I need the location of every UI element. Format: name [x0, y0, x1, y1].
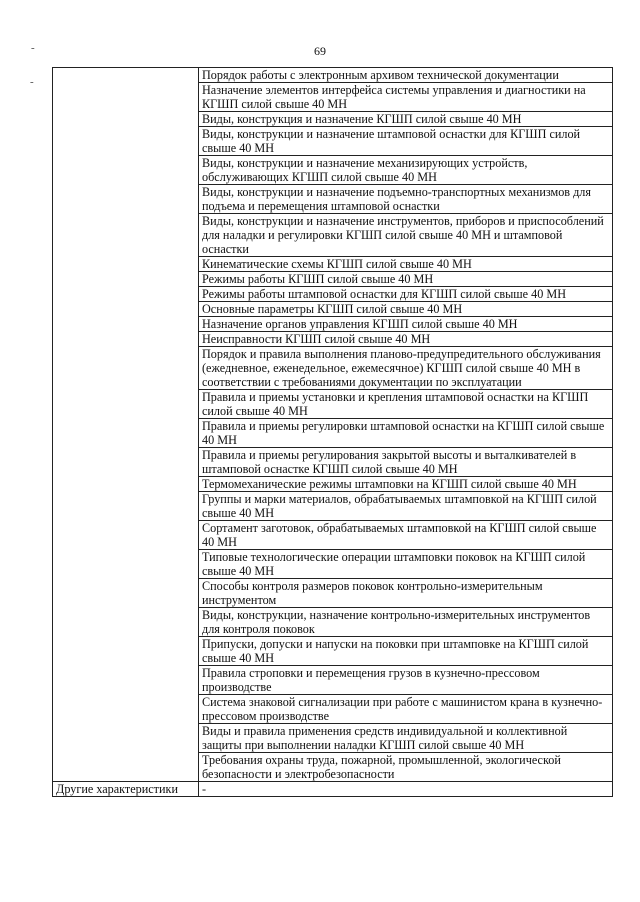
- requirements-table-body: [53, 68, 613, 797]
- knowledge-item: Правила и приемы установки и крепления штамповой оснастки на КГШП силой свыше 40 МН: [199, 390, 613, 419]
- page-number: 69: [314, 44, 326, 58]
- table-row-other: [53, 782, 613, 797]
- knowledge-item: Виды, конструкции и назначение механизирующих устройств, обслуживающих КГШП силой свыше 40 МН: [199, 156, 613, 185]
- knowledge-item: Термомеханические режимы штамповки на КГШП силой свыше 40 МН: [199, 477, 613, 492]
- knowledge-item: Режимы работы КГШП силой свыше 40 МН: [199, 272, 613, 287]
- empty-label-cell: [53, 68, 199, 782]
- knowledge-item: Правила и приемы регулирования закрытой высоты и выталкивателей в штамповой оснастке КГШП силой свыше 40 МН: [199, 448, 613, 477]
- knowledge-item: Виды, конструкция и назначение КГШП силой свыше 40 МН: [199, 112, 613, 127]
- knowledge-item: Требования охраны труда, пожарной, промышленной, экологической безопасности и электробезопасности: [199, 753, 613, 782]
- knowledge-item: Порядок работы с электронным архивом технической документации: [199, 68, 613, 83]
- knowledge-item: Сортамент заготовок, обрабатываемых штамповкой на КГШП силой свыше 40 МН: [199, 521, 613, 550]
- knowledge-item: Виды, конструкции, назначение контрольно-измерительных инструментов для контроля поковок: [199, 608, 613, 637]
- knowledge-item: Группы и марки материалов, обрабатываемых штамповкой на КГШП силой свыше 40 МН: [199, 492, 613, 521]
- knowledge-item: Система знаковой сигнализации при работе с машинистом крана в кузнечно-прессовом производстве: [199, 695, 613, 724]
- margin-mark: -: [30, 76, 34, 88]
- knowledge-item: Виды, конструкции и назначение инструментов, приборов и приспособлений для наладки и регулировки КГШП силой свыше 40 МН и штамповой оснастки: [199, 214, 613, 257]
- other-characteristics-value: -: [199, 782, 613, 797]
- knowledge-item: Типовые технологические операции штамповки поковок на КГШП силой свыше 40 МН: [199, 550, 613, 579]
- knowledge-item: Режимы работы штамповой оснастки для КГШП силой свыше 40 МН: [199, 287, 613, 302]
- margin-mark: -: [31, 42, 35, 54]
- knowledge-item: Правила строповки и перемещения грузов в кузнечно-прессовом производстве: [199, 666, 613, 695]
- knowledge-item: Правила и приемы регулировки штамповой оснастки на КГШП силой свыше 40 МН: [199, 419, 613, 448]
- knowledge-item: Порядок и правила выполнения планово-предупредительного обслуживания (ежедневное, еженедельное, ежемесячное) КГШП силой свыше 40 МН в соответствии с требованиями документации по эксплуатации: [199, 347, 613, 390]
- knowledge-item: Неисправности КГШП силой свыше 40 МН: [199, 332, 613, 347]
- table-row: [53, 68, 613, 83]
- knowledge-item: Виды и правила применения средств индивидуальной и коллективной защиты при выполнении наладки КГШП силой свыше 40 МН: [199, 724, 613, 753]
- knowledge-item: Виды, конструкции и назначение подъемно-транспортных механизмов для подъема и перемещения штамповой оснастки: [199, 185, 613, 214]
- requirements-table: [52, 67, 613, 797]
- knowledge-item: Виды, конструкции и назначение штамповой оснастки для КГШП силой свыше 40 МН: [199, 127, 613, 156]
- knowledge-item: Назначение элементов интерфейса системы управления и диагностики на КГШП силой свыше 40 МН: [199, 83, 613, 112]
- knowledge-item: Припуски, допуски и напуски на поковки при штамповке на КГШП силой свыше 40 МН: [199, 637, 613, 666]
- knowledge-item: Основные параметры КГШП силой свыше 40 МН: [199, 302, 613, 317]
- other-characteristics-label: Другие характеристики: [53, 782, 199, 797]
- knowledge-item: Кинематические схемы КГШП силой свыше 40 МН: [199, 257, 613, 272]
- knowledge-item: Назначение органов управления КГШП силой свыше 40 МН: [199, 317, 613, 332]
- knowledge-item: Способы контроля размеров поковок контрольно-измерительным инструментом: [199, 579, 613, 608]
